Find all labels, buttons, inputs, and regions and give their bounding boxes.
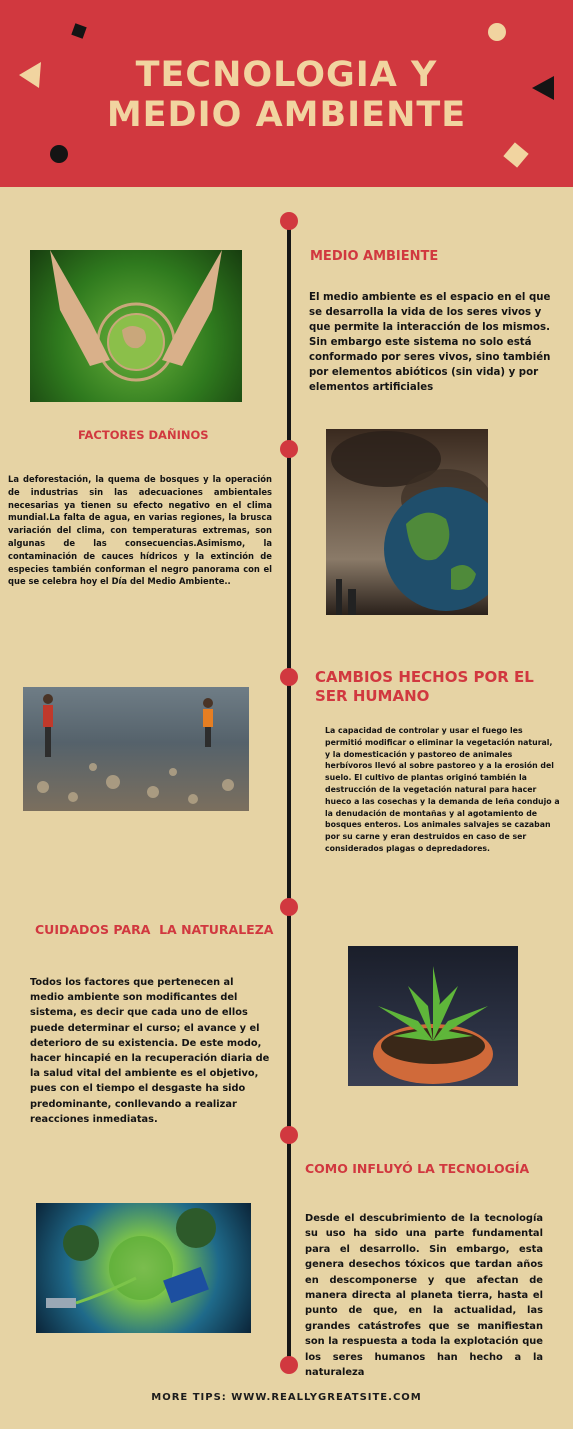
timeline-dot xyxy=(280,1126,298,1144)
section-heading-cuidados: CUIDADOS PARA LA NATURALEZA xyxy=(35,922,274,937)
timeline-dot xyxy=(280,898,298,916)
footer-link[interactable]: MORE TIPS: WWW.REALLYGREATSITE.COM xyxy=(151,1392,422,1403)
section-text-cambios: La capacidad de controlar y usar el fuego les permitió modificar o eliminar la vegetación natural, y la domesticación y pastoreo de animales herbívoros llevó al sobre pastoreo y a la erosión del suelo. El cultivo de plantas originó también la destrucción de la vegetación natural para hacer hueco a las cosechas y la demanda de leña condujo a la denudación de montañas y al agotamiento de bosques enteros. Los animales salvajes se cazaban por su carne y eran destruidos en caso de ser considerados plagas o depredadores. xyxy=(325,726,560,853)
people-in-polluted-water-image xyxy=(23,687,249,811)
section-heading-factores-daninos: FACTORES DAÑINOS xyxy=(78,428,209,442)
timeline-dot xyxy=(280,440,298,458)
header-banner xyxy=(0,0,573,187)
page-title xyxy=(0,55,573,135)
page-title-line2: MEDIO AMBIENTE xyxy=(106,95,467,135)
diamond-shape-icon xyxy=(500,139,532,171)
circle-shape-icon xyxy=(48,143,70,165)
polluted-earth-smoke-image xyxy=(326,429,488,615)
green-energy-globe-image xyxy=(36,1203,251,1333)
hands-holding-green-planet-image xyxy=(30,250,242,402)
section-heading-tecnologia: COMO INFLUYÓ LA TECNOLOGÍA xyxy=(305,1161,530,1176)
page-title-line1: TECNOLOGIA Y xyxy=(135,55,438,95)
section-text-medio-ambiente: El medio ambiente es el espacio en el que se desarrolla la vida de los seres vivos y que permite la interacción de los mismos. Sin embargo este sistema no solo está conformado por seres vivos, sino también por elementos abióticos (sin vida) y por elementos artificiales xyxy=(309,292,551,393)
potted-plant-image xyxy=(348,946,518,1086)
section-text-tecnologia: Desde el descubrimiento de la tecnología su uso ha sido una parte fundamental para el desarrollo. Sin embargo, esta genera desechos tóxicos que tardan años en descomponerse y que afectan de manera directa al planeta tierra, hasta el punto de que, en la actualidad, las grandes catástrofes que se manifiestan son la respuesta a toda la explotación que los seres humanos han hecho a la naturaleza xyxy=(305,1213,543,1379)
section-heading-medio-ambiente: MEDIO AMBIENTE xyxy=(310,249,439,264)
timeline-dot xyxy=(280,1356,298,1374)
section-text-cuidados: Todos los factores que pertenecen al medio ambiente son modificantes del sistema, es decir que cada uno de ellos puede determinar el curso; el avance y el deterioro de su existencia. De este modo, hacer hincapié en la recuperación diaria de la salud vital del ambiente es el objetivo, pues con el tiempo el desgaste ha sido predominante, conllevando a realizar reacciones inmediatas. xyxy=(30,977,270,1125)
square-shape-icon xyxy=(70,22,88,40)
timeline-dot xyxy=(280,212,298,230)
section-text-factores-daninos: La deforestación, la quema de bosques y la operación de industrias sin las adecuaciones ambientales necesarias ya tienen su efecto negativo en el clima mundial.La falta de agua, en varias regiones, la brusca variación del clima, con temperaturas extremas, son algunas de las consecuencias.Asimismo, la contaminación de cauces hídricos y la extinción de especies también conforman el negro panorama con el que se celebra hoy el Día del Medio Ambiente.. xyxy=(8,474,272,587)
timeline-line xyxy=(287,215,291,1365)
section-heading-cambios: CAMBIOS HECHOS POR EL SER HUMANO xyxy=(315,668,534,705)
timeline-dot xyxy=(280,668,298,686)
circle-shape-icon xyxy=(487,22,507,42)
